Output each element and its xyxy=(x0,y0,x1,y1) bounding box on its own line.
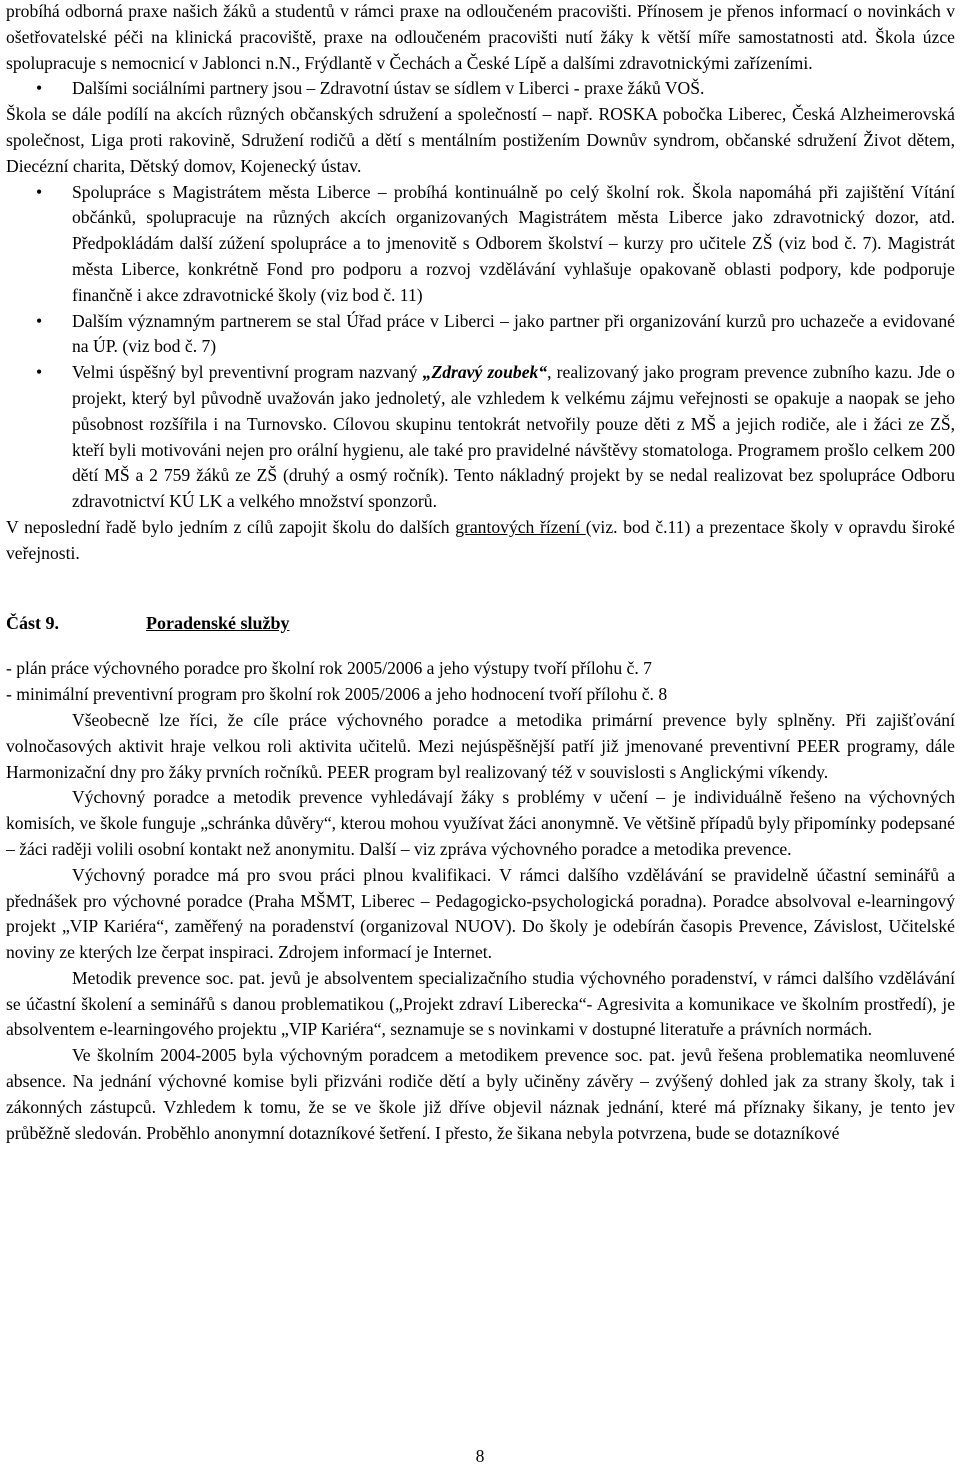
bullet-labour-office xyxy=(6,309,955,361)
bullet-zdravy-zoubek xyxy=(6,360,955,515)
grants-link[interactable]: grantových řízení xyxy=(455,516,586,537)
paragraph-methodist: Metodik prevence soc. pat. jevů je absolventem specializačního studia výchovného poradenství, v rámci dalšího vzdělávání se účastní školení a seminářů s danou problematikou („Projekt zdraví Liberecka“- Agresivita a komunikace ve školním prostředí), je absolventem e-learningového projektu „VIP Kariéra“, seznamuje se s novinkami v dostupné literatuře a právních normách. xyxy=(6,967,955,1040)
bullet-icon: • xyxy=(36,181,43,202)
bullet-text: Spolupráce s Magistrátem města Liberce – probíhá kontinuálně po celý školní rok. Škola napomáhá při zajištění Vítání občánků, spolupracuje na různých akcích organizovaných Magistrátem města Liberce jako zdravotnický dozor, atd. Předpokládám další zúžení spolupráce a to jmenovitě s Odborem školství – kurzy pro učitele ZŠ (viz bod č. 7). Magistrát města Liberce, konkrétně Fond pro podporu a rozvoj vzdělávání vyhlašuje opakovaně oblasti podpory, kde podporuje finančně i akce zdravotnické školy (viz bod č. 11) xyxy=(72,181,955,305)
bullet-magistrate xyxy=(6,180,955,309)
paragraph-grants xyxy=(6,515,955,567)
section-heading xyxy=(6,611,955,637)
bullet-text-post: , realizovaný jako program prevence zubního kazu. Jde o projekt, který byl původně uvažován jako jednoletý, ale vzhledem k velkému zájmu veřejnosti se opakuje a naopak se jeho působnost rozšířila i na Turnovsko. Cílovou skupinu tentokrát netvořily pouze děti z MŠ a jejich rodiče, ale i žáci ze ZŠ, kteří byli motivováni nejen pro orální hygienu, ale také pro pravidelné návštěvy stomatologa. Programem prošlo celkem 200 dětí MŠ a 2 759 žáků ze ZŠ (druhý a osmý ročník). Tento nákladný projekt by se nedal realizovat bez spolupráce Odboru zdravotnictví KÚ LK a velkého množství sponzorů. xyxy=(72,362,955,512)
document-page xyxy=(6,0,955,1146)
grants-text-post: (viz. bod č.11) a prezentace školy v opravdu široké veřejnosti. xyxy=(6,516,955,563)
bullet-icon: • xyxy=(36,78,43,99)
bullet-icon: • xyxy=(36,310,43,331)
paragraph-intro: probíhá odborná praxe našich žáků a studentů v rámci praxe na odloučeném pracovišti. Přínosem je přenos informací o novinkách v ošetřovatelské péči na klinická pracoviště, praxe na odloučeném pracovišti nutí žáky k větší míře samostatnosti atd. Škola úzce spolupracuje s nemocnicí v Jablonci n.N., Frýdlantě v Čechách a České Lípě a dalšími zdravotnickými zařízeními. xyxy=(6,1,955,73)
bullet-text: Dalšími sociálními partnery jsou – Zdravotní ústav se sídlem v Liberci - praxe žáků VOŠ. xyxy=(72,78,705,99)
section-number: Část 9. xyxy=(6,612,59,633)
paragraph-absence: Ve školním 2004-2005 byla výchovným poradcem a metodikem prevence soc. pat. jevů řešena problematika neomluvené absence. Na jednání výchovné komise byli přizváni rodiče dětí a byly učiněny závěry – zvýšený dohled jak za strany školy, tak i zákonných zástupců. Vzhledem k tomu, že se ve škole již dříve objevil náznak jednání, které má příznaky šikany, je tento jev průběžně sledován. Proběhlo anonymní dotazníkové šetření. I přesto, že šikana nebyla potvrzena, bude se dotazníkové xyxy=(6,1045,955,1143)
bullet-icon: • xyxy=(36,362,43,383)
paragraph-search: Výchovný poradce a metodik prevence vyhledávají žáky s problémy v učení – je individuálně řešeno na výchovných komisích, ve škole funguje „schránka důvěry“, kterou mohou využívat žáci anonymně. Ve většině případů byly připomínky podepsané – žáci raději volili osobní kontakt než anonymitu. Další – viz zpráva výchovného poradce a metodika prevence. xyxy=(6,787,955,859)
list-item-prevention: - minimální preventivní program pro školní rok 2005/2006 a jeho hodnocení tvoří přílohu č. 8 xyxy=(6,684,668,705)
paragraph-qualification: Výchovný poradce má pro svou práci plnou kvalifikaci. V rámci dalšího vzdělávání se pravidelně účastní seminářů a přednášek pro výchovné poradce (Praha MŠMT, Liberec – Pedagogicko-psychologická poradna). Poradce absolvoval e-learningový projekt „VIP Kariéra“, zaměřený na poradenství (organizoval NUOV). Do školy je odebírán časopis Prevence, Závislost, Učitelské noviny ze kterých lze čerpat inspiraci. Zdrojem informací je Internet. xyxy=(6,864,955,963)
paragraph-associations: Škola se dále podílí na akcích různých občanských sdružení a společností – např. ROSKA pobočka Liberec, Česká Alzheimerovská společnost, Liga proti rakovině, Sdružení rodičů a dětí s mentálním postižením Downův syndrom, občanské sdružení Život dětem, Diecézní charita, Dětský domov, Kojenecký ústav. xyxy=(6,104,955,176)
page-number: 8 xyxy=(475,1446,485,1466)
bullet-text-pre: Velmi úspěšný byl preventivní program nazvaný xyxy=(72,362,423,383)
grants-text-pre: V neposlední řadě bylo jedním z cílů zapojit školu do dalších xyxy=(6,516,456,537)
bullet-text: Dalším významným partnerem se stal Úřad práce v Liberci – jako partner při organizování kurzů pro uchazeče a evidované na ÚP. (viz bod č. 7) xyxy=(72,310,955,357)
program-name: „Zdravý zoubek“ xyxy=(422,362,548,383)
list-item-plan: - plán práce výchovného poradce pro školní rok 2005/2006 a jeho výstupy tvoří přílohu č. 7 xyxy=(6,658,652,679)
section-title: Poradenské služby xyxy=(146,612,290,633)
paragraph-general: Všeobecně lze říci, že cíle práce výchovného poradce a metodika primární prevence byly splněny. Při zajišťování volnočasových aktivit hraje velkou roli aktivita učitelů. Mezi nejúspěšnější patří již jmenované preventivní PEER programy, dále Harmonizační dny pro žáky prvních ročníků. PEER program byl realizovaný též v souvislosti s Anglickými víkendy. xyxy=(6,709,955,782)
bullet-social-partners xyxy=(6,76,955,102)
